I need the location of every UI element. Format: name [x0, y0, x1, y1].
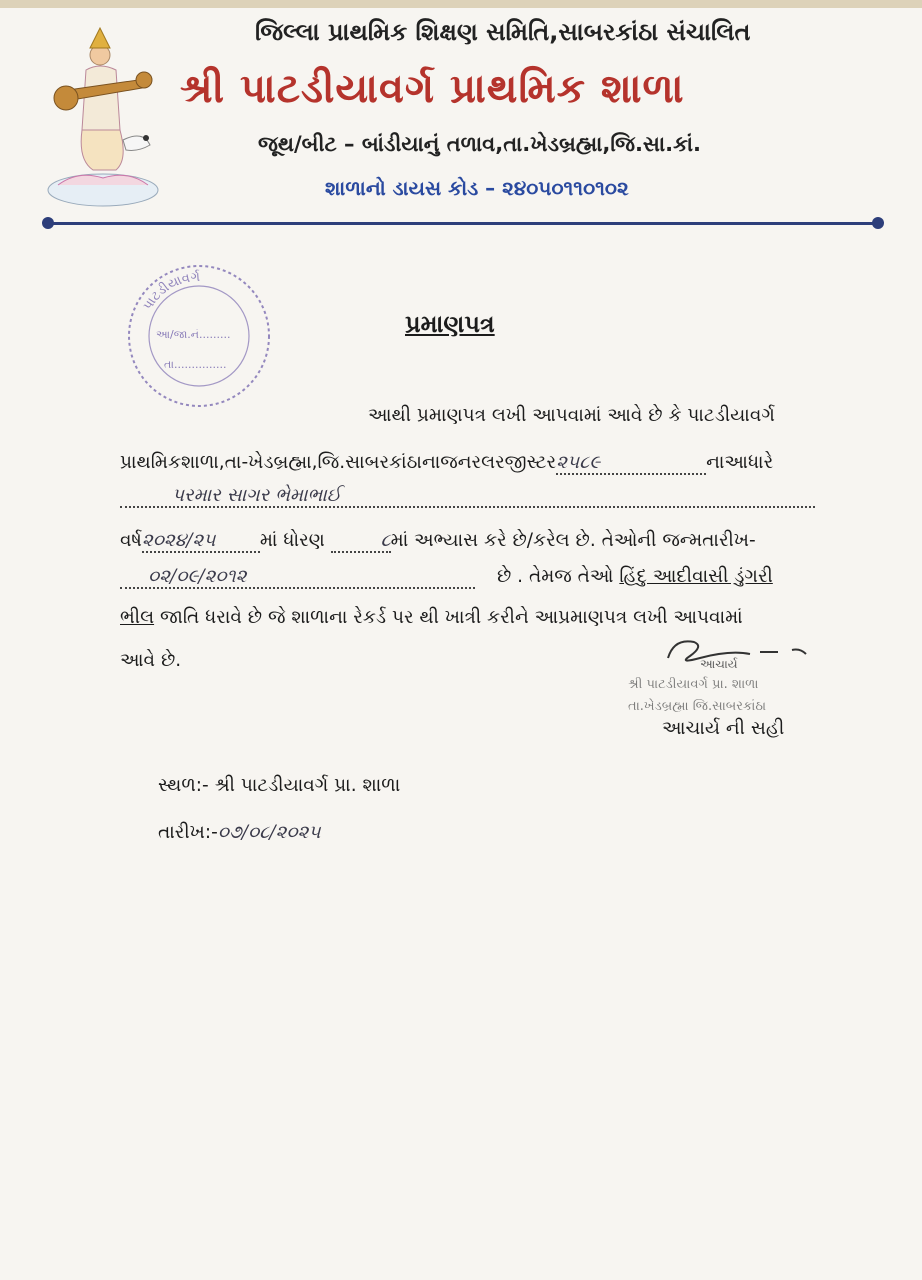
signature-scribble-text: આચાર્ય — [700, 657, 738, 671]
year-prefix: વર્ષ — [120, 530, 142, 551]
certificate-title: પ્રમાણપત્ર — [405, 310, 495, 338]
body-line-6 — [120, 607, 743, 628]
body-line-6-rest: જાતિ ધરાવે છે જે શાળાના રેકર્ડ પર થી ખાત્રી કરીને આપ્રમાણપત્ર લખી આપવામાં — [159, 607, 743, 628]
body-line-5-mid: છે . તેમજ તેઓ — [497, 566, 614, 587]
school-name: શ્રી પાટડીયાવર્ગ પ્રાથમિક શાળા — [180, 66, 685, 112]
top-border-band — [0, 0, 922, 8]
caste-part-1: હિંદુ આદીવાસી ડુંગરી — [619, 566, 773, 587]
date-label: તારીખ:- — [158, 822, 218, 843]
header-divider — [48, 222, 878, 225]
body-line-3 — [120, 485, 815, 508]
principal-seal — [628, 674, 766, 718]
saraswati-logo — [38, 20, 168, 210]
dise-code: શાળાનો ડાયસ કોડ – ૨૪૦૫૦૧૧૦૧૦૨ — [325, 176, 629, 200]
stamp-date-line: તા............... — [164, 358, 227, 371]
divider-end-dot-right — [872, 217, 884, 229]
birth-date: ૦૨/૦૯/૨૦૧૨ — [120, 566, 475, 589]
date-value: ૦૭/૦૮/૨૦૨૫ — [217, 822, 321, 843]
standard-prefix: માં ધોરણ — [259, 530, 325, 551]
date-line — [158, 822, 321, 843]
signature-label: આચાર્ય ની સહી — [662, 718, 785, 739]
student-name: પરમાર સાગર ભેમાભાઈ — [120, 485, 815, 508]
place-line: સ્થળ:- શ્રી પાટડીયાવર્ગ પ્રા. શાળા — [158, 775, 401, 796]
register-prefix: પ્રાથમિકશાળા,તા-ખેડબ્રહ્મા,જિ.સાબરકાંઠાનાજનરલરજીસ્ટર — [120, 452, 557, 473]
stamp-outward-no: આ/જા.નં......... — [156, 328, 231, 341]
body-line-4-suffix: માં અભ્યાસ કરે છે/કરેલ છે. તેઓની જન્મતારીખ- — [390, 530, 756, 551]
stamp-ring-text: પાટડીયાવર્ગ — [140, 269, 201, 314]
school-round-stamp — [124, 258, 274, 414]
divider-end-dot-left — [42, 217, 54, 229]
school-address: જૂથ/બીટ – બાંડીયાનું તળાવ,તા.ખેડબ્રહ્મા,જિ.સા.કાં. — [258, 132, 702, 156]
body-line-7: આવે છે. — [120, 650, 182, 671]
body-line-2 — [120, 452, 773, 475]
caste-part-2: ભીલ — [120, 607, 155, 628]
svg-text:પાટડીયાવર્ગ — [141, 269, 201, 313]
academic-year: ૨૦૨૪/૨૫ — [142, 530, 260, 553]
standard: ૮ — [331, 530, 391, 553]
register-suffix: નાઆધારે — [706, 452, 774, 473]
body-line-1: આથી પ્રમાણપત્ર લખી આપવામાં આવે છે કે પાટડીયાવર્ગ — [368, 405, 775, 426]
seal-line-1: શ્રી પાટડીયાવર્ગ પ્રા. શાળા — [628, 677, 759, 692]
register-number: ૨૫૮૯ — [556, 452, 706, 475]
body-line-4 — [120, 530, 756, 553]
body-line-5 — [120, 566, 773, 589]
seal-line-2: તા.ખેડબ્રહ્મા જિ.સાબરકાંઠા — [628, 699, 767, 714]
managing-committee-line: જિલ્લા પ્રાથમિક શિક્ષણ સમિતિ,સાબરકાંઠા સંચાલિત — [255, 18, 751, 46]
